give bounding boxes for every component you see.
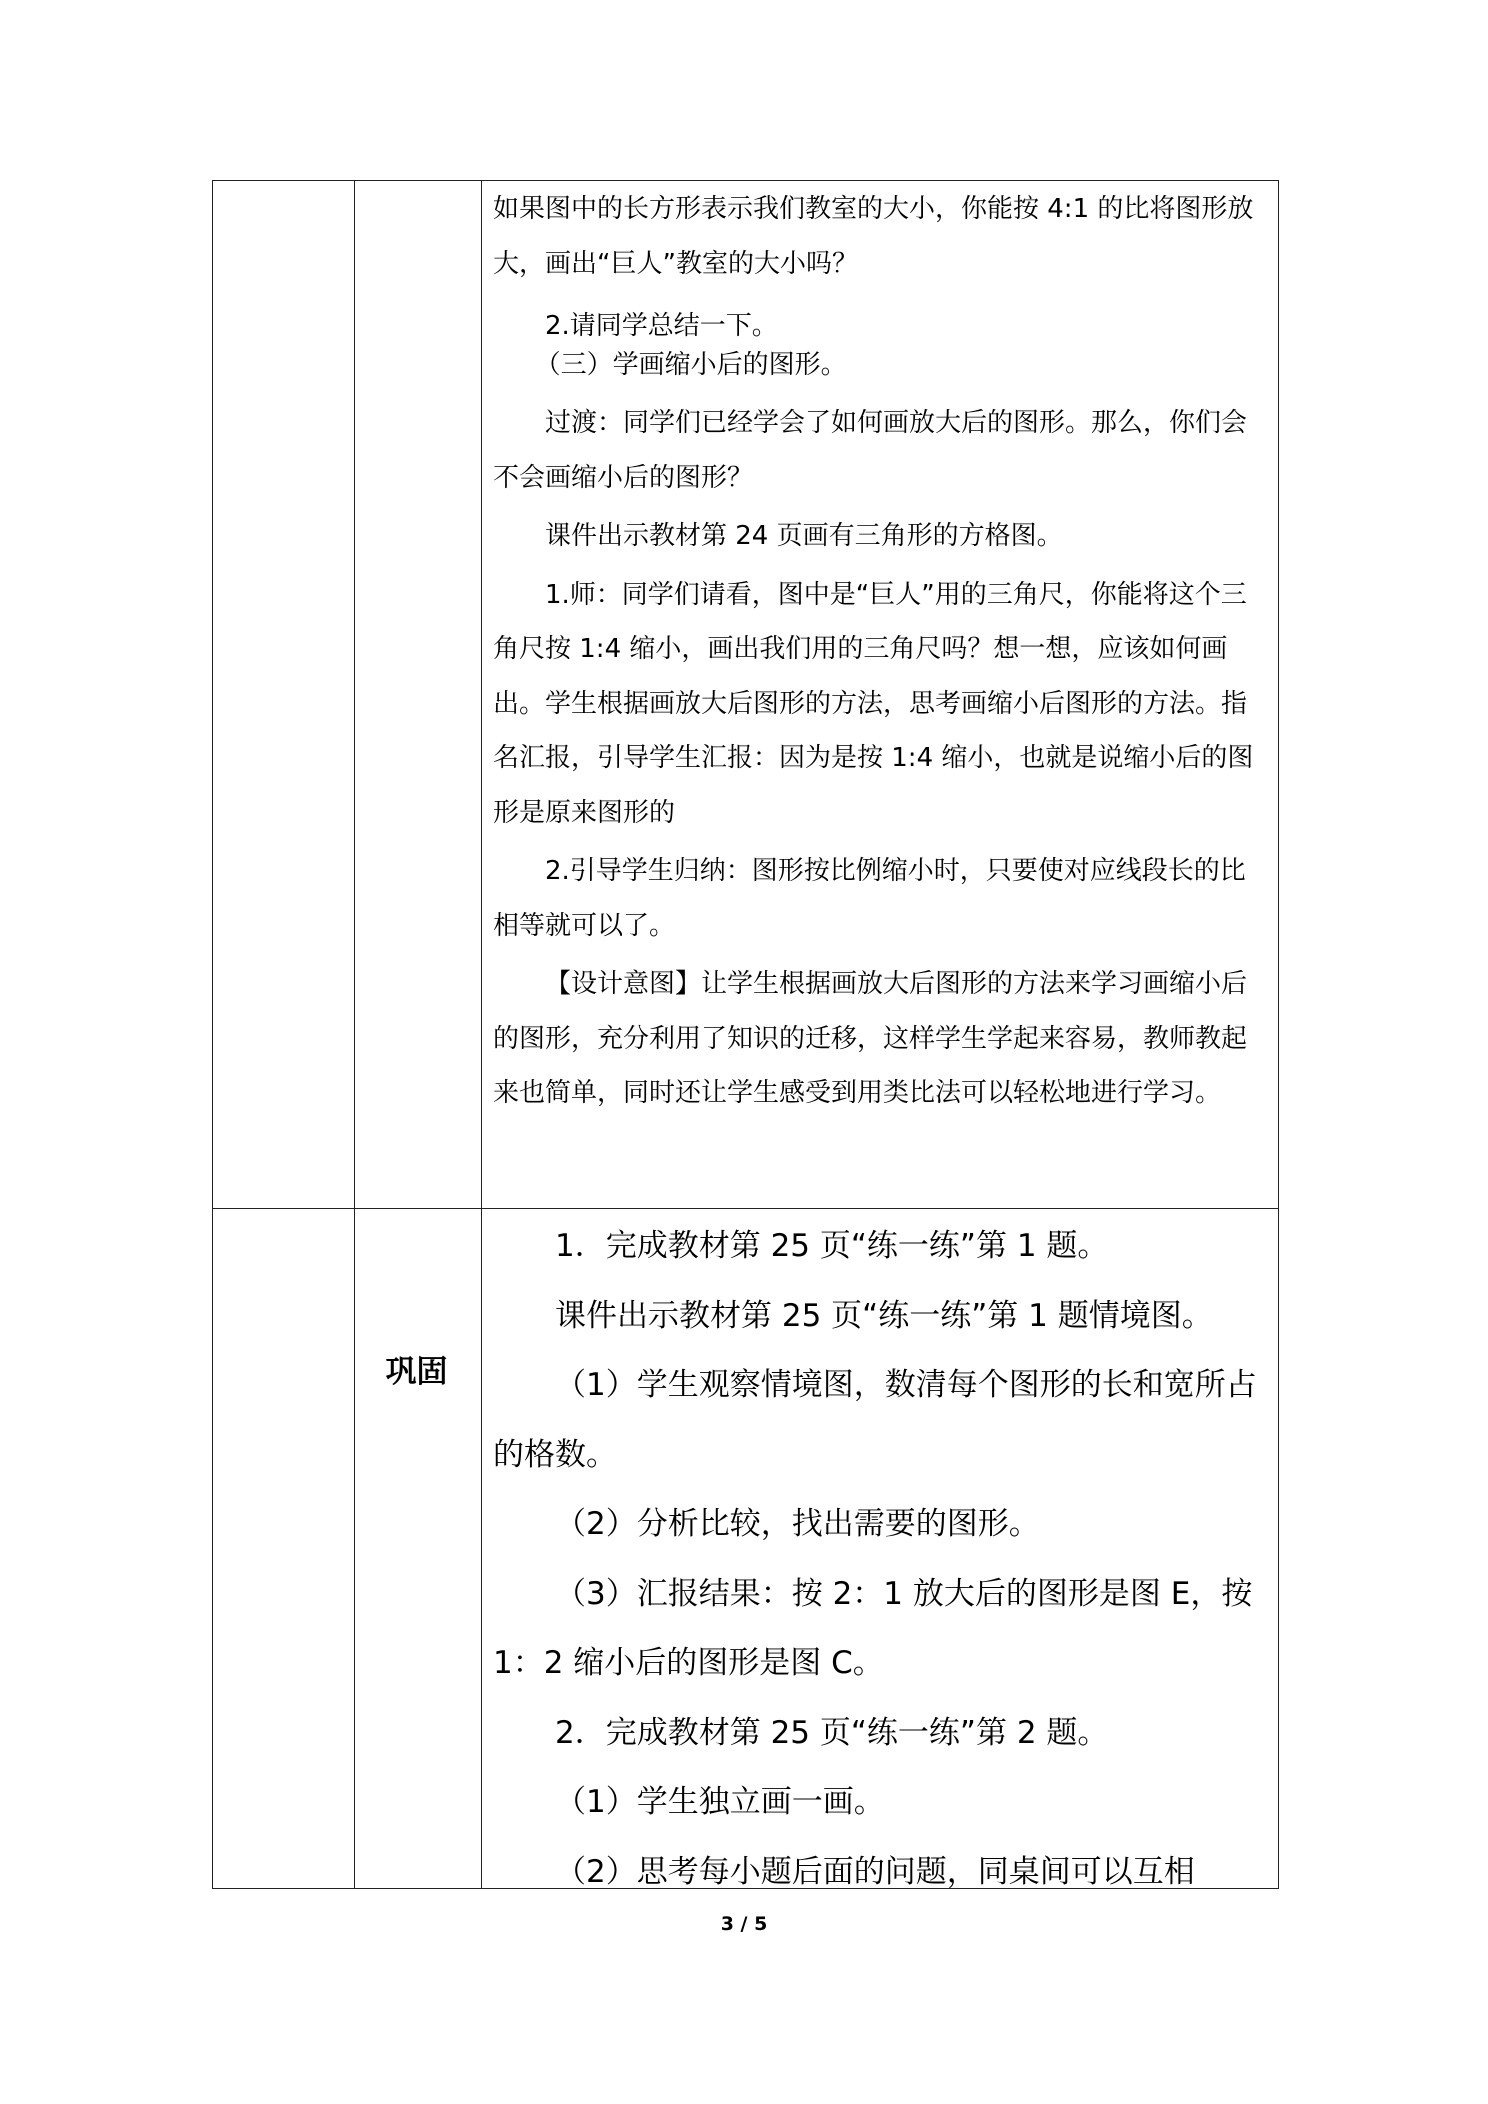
paragraph: 课件出示教材第 25 页“练一练”第 1 题情境图。 (555, 1297, 1213, 1334)
paragraph: （2）思考每小题后面的问题，同桌间可以互相 (555, 1853, 1195, 1890)
paragraph: （三）学画缩小后的图形。 (534, 349, 847, 380)
paragraph: 1．完成教材第 25 页“练一练”第 1 题。 (555, 1228, 1109, 1264)
paragraph: 2．完成教材第 25 页“练一练”第 2 题。 (555, 1714, 1109, 1751)
column-divider-2 (481, 181, 482, 1888)
section-label: 巩固 (385, 1354, 448, 1390)
paragraph: 如果图中的长方形表示我们教室的大小，你能按 4:1 的比将图形放大，画出“巨人”教室的大小吗？ (493, 194, 1254, 279)
column-divider-1 (354, 181, 355, 1888)
page-number: 3 / 5 (720, 1913, 768, 1935)
paragraph: （2）分析比较，找出需要的图形。 (555, 1506, 1040, 1542)
paragraph: 【设计意图】让学生根据画放大后图形的方法来学习画缩小后的图形，充分利用了知识的迁移，这样学生学起来容易，教师教起来也简单，同时还让学生感受到用类比法可以轻松地进行学习。 (493, 969, 1248, 1108)
content-cell-row1 (493, 182, 1267, 1121)
paragraph: 2.引导学生归纳：图形按比例缩小时，只要使对应线段长的比相等就可以了。 (493, 856, 1246, 941)
paragraph: 过渡：同学们已经学会了如何画放大后的图形。那么，你们会不会画缩小后的图形？ (493, 408, 1248, 493)
content-cell-row2 (493, 1212, 1267, 1907)
row-divider-left (213, 1208, 1278, 1209)
paragraph: （1）学生观察情境图，数清每个图形的长和宽所占的格数。 (493, 1367, 1257, 1473)
paragraph: （3）汇报结果：按 2：1 放大后的图形是图 E，按 1：2 缩小后的图形是图 C。 (493, 1575, 1253, 1681)
paragraph: 课件出示教材第 24 页画有三角形的方格图。 (545, 521, 1063, 551)
paragraph: 2.请同学总结一下。 (545, 311, 778, 341)
paragraph: （1）学生独立画一画。 (555, 1784, 885, 1820)
paragraph: 1.师：同学们请看，图中是“巨人”用的三角尺，你能将这个三角尺按 1:4 缩小，画出我们用的三角尺吗？想一想，应该如何画出。学生根据画放大后图形的方法，思考画缩小后图形的方法。指名汇报，引导学生汇报：因为是按 1:4 缩小，也就是说缩小后的图形是原来图形的 (493, 579, 1254, 828)
